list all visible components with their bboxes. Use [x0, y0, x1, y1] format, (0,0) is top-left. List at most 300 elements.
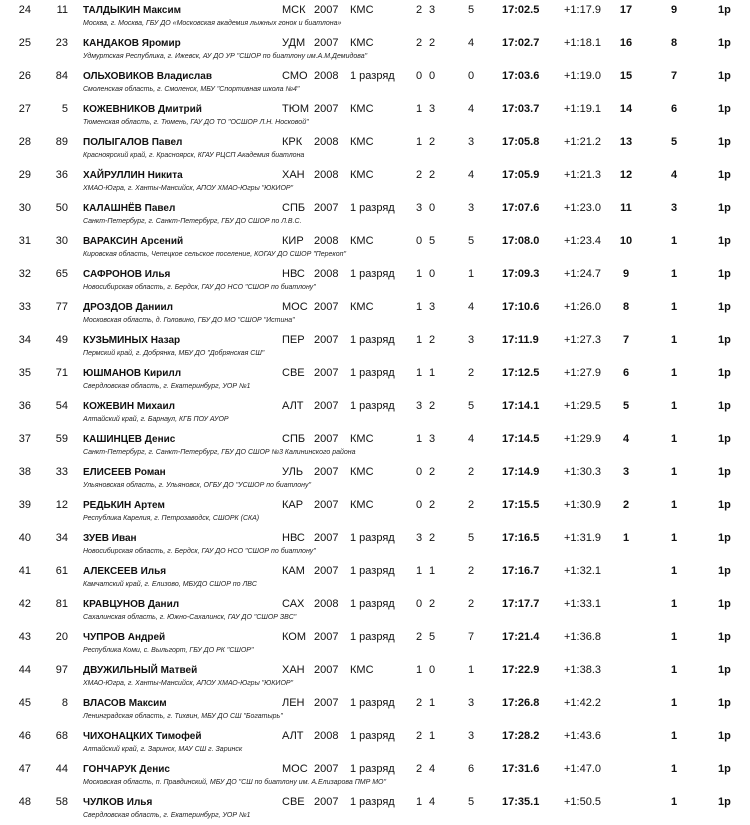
shooting-stage-2: 3 [429, 433, 436, 445]
shooting-stage-1: 3 [416, 400, 423, 412]
shooting-stage-2: 1 [429, 730, 436, 742]
shooting-stage-1: 1 [416, 136, 423, 148]
qualification: 1р [718, 697, 731, 709]
sport-rank: КМС [350, 664, 374, 676]
region-code: САХ [282, 598, 305, 610]
points-2: 1 [670, 565, 678, 577]
region-code: ЛЕН [282, 697, 305, 709]
club-info: Новосибирская область, г. Бердск, ГАУ ДО НСО "СШОР по биатлону" [83, 284, 316, 291]
sport-rank: 1 разряд [350, 565, 395, 577]
qualification: 1р [718, 433, 731, 445]
region-code: МСК [282, 4, 306, 16]
qualification: 1р [718, 70, 731, 82]
sport-rank: КМС [350, 466, 374, 478]
qualification: 1р [718, 268, 731, 280]
penalty-total: 5 [467, 4, 475, 16]
sport-rank: КМС [350, 235, 374, 247]
sport-rank: КМС [350, 169, 374, 181]
bib-number: 36 [55, 169, 68, 181]
athlete-name: КАЛАШНЁВ Павел [83, 203, 176, 214]
athlete-name: ЧУЛКОВ Илья [83, 797, 153, 808]
birth-year: 2007 [314, 433, 339, 445]
birth-year: 2007 [314, 763, 339, 775]
shooting-stage-2: 2 [429, 532, 436, 544]
finish-time: 17:28.2 [502, 730, 540, 742]
time-gap: +1:23.0 [564, 202, 602, 214]
bib-number: 59 [55, 433, 68, 445]
club-info: Сахалинская область, г. Южно-Сахалинск, ГАУ ДО "СШОР ЗВС" [83, 614, 297, 621]
place: 47 [18, 763, 31, 775]
qualification: 1р [718, 334, 731, 346]
club-info: Московская область, д. Головино, ГБУ ДО МО "СШОР "Истина" [83, 317, 295, 324]
shooting-stage-1: 1 [416, 334, 423, 346]
shooting-stage-2: 5 [429, 235, 436, 247]
points-2: 3 [670, 202, 678, 214]
club-info: Алтайский край, г. Заринск, МАУ СШ г. Заринск [83, 746, 243, 753]
shooting-stage-2: 0 [429, 70, 436, 82]
region-code: СМО [282, 70, 308, 82]
points-2: 1 [670, 301, 678, 313]
bib-number: 84 [55, 70, 68, 82]
points-2: 4 [670, 169, 678, 181]
bib-number: 11 [56, 4, 68, 16]
result-row [0, 726, 750, 759]
place: 37 [18, 433, 31, 445]
finish-time: 17:17.7 [502, 598, 540, 610]
region-code: СПБ [282, 433, 306, 445]
points: 4 [622, 433, 630, 445]
region-code: СВЕ [282, 367, 305, 379]
shooting-stage-2: 5 [429, 631, 436, 643]
club-info: Удмуртская Республика, г. Ижевск, АУ ДО УР "СШОР по биатлону им.А.М.Демидова" [83, 53, 368, 60]
birth-year: 2008 [314, 70, 339, 82]
points-2: 1 [670, 268, 678, 280]
shooting-stage-1: 0 [416, 598, 423, 610]
qualification: 1р [718, 664, 731, 676]
athlete-name: КОЖЕВИН Михаил [83, 401, 175, 412]
club-info: Красноярский край, г. Красноярск, КГАУ РЦСП Академия биатлона [83, 152, 305, 159]
penalty-total: 2 [467, 499, 475, 511]
athlete-name: КАШИНЦЕВ Денис [83, 434, 176, 445]
time-gap: +1:27.3 [564, 334, 602, 346]
sport-rank: 1 разряд [350, 334, 395, 346]
points-2: 1 [670, 235, 678, 247]
points: 6 [622, 367, 630, 379]
region-code: НВС [282, 268, 305, 280]
finish-time: 17:16.7 [502, 565, 540, 577]
time-gap: +1:17.9 [564, 4, 602, 16]
penalty-total: 6 [467, 763, 475, 775]
shooting-stage-1: 1 [416, 565, 423, 577]
qualification: 1р [718, 37, 731, 49]
bib-number: 77 [55, 301, 68, 313]
club-info: Алтайский край, г. Барнаул, КГБ ПОУ АУОР [83, 416, 229, 423]
finish-time: 17:14.1 [502, 400, 540, 412]
points-2: 1 [670, 532, 678, 544]
time-gap: +1:32.1 [564, 565, 602, 577]
athlete-name: ХАЙРУЛЛИН Никита [83, 170, 183, 181]
penalty-total: 4 [467, 37, 475, 49]
place: 30 [18, 202, 31, 214]
sport-rank: 1 разряд [350, 70, 395, 82]
club-info: Ульяновская область, г. Ульяновск, ОГБУ ДО "УСШОР по биатлону" [83, 482, 311, 489]
result-row [0, 33, 750, 66]
qualification: 1р [718, 565, 731, 577]
sport-rank: 1 разряд [350, 598, 395, 610]
points: 14 [619, 103, 633, 115]
points: 1 [622, 532, 630, 544]
points: 7 [622, 334, 630, 346]
athlete-name: ПОЛЫГАЛОВ Павел [83, 137, 183, 148]
points-2: 1 [670, 598, 678, 610]
points-2: 1 [670, 763, 678, 775]
athlete-name: ДВУЖИЛЬНЫЙ Матвей [83, 665, 198, 676]
qualification: 1р [718, 235, 731, 247]
finish-time: 17:15.5 [502, 499, 540, 511]
shooting-stage-2: 2 [429, 466, 436, 478]
finish-time: 17:05.9 [502, 169, 540, 181]
qualification: 1р [718, 796, 731, 808]
qualification: 1р [718, 136, 731, 148]
place: 24 [18, 4, 31, 16]
qualification: 1р [718, 499, 731, 511]
points-2: 1 [670, 400, 678, 412]
sport-rank: КМС [350, 37, 374, 49]
time-gap: +1:42.2 [564, 697, 602, 709]
result-row [0, 561, 750, 594]
points: 15 [619, 70, 633, 82]
result-row [0, 198, 750, 231]
shooting-stage-1: 3 [416, 202, 423, 214]
finish-time: 17:07.6 [502, 202, 540, 214]
sport-rank: КМС [350, 103, 374, 115]
birth-year: 2007 [314, 796, 339, 808]
points: 13 [619, 136, 633, 148]
shooting-stage-1: 1 [416, 367, 423, 379]
time-gap: +1:29.5 [564, 400, 602, 412]
birth-year: 2008 [314, 169, 339, 181]
finish-time: 17:09.3 [502, 268, 540, 280]
club-info: Санкт-Петербург, г. Санкт-Петербург, ГБУ ДО СШОР №3 Калининского района [83, 449, 356, 456]
points: 2 [622, 499, 630, 511]
shooting-stage-2: 3 [429, 4, 436, 16]
sport-rank: 1 разряд [350, 400, 395, 412]
birth-year: 2007 [314, 301, 339, 313]
club-info: Смоленская область, г. Смоленск, МБУ "Спортивная школа №4" [83, 86, 300, 93]
region-code: УДМ [282, 37, 306, 49]
shooting-stage-1: 1 [416, 301, 423, 313]
points: 17 [619, 4, 633, 16]
place: 33 [18, 301, 31, 313]
shooting-stage-1: 1 [416, 664, 423, 676]
athlete-name: ТАЛДЫКИН Максим [83, 5, 182, 16]
finish-time: 17:08.0 [502, 235, 540, 247]
result-row [0, 462, 750, 495]
place: 31 [18, 235, 31, 247]
shooting-stage-2: 4 [429, 763, 436, 775]
qualification: 1р [718, 103, 731, 115]
place: 34 [18, 334, 31, 346]
finish-time: 17:11.9 [502, 334, 539, 346]
birth-year: 2008 [314, 136, 339, 148]
time-gap: +1:26.0 [564, 301, 602, 313]
result-row [0, 792, 750, 825]
shooting-stage-2: 2 [429, 598, 436, 610]
shooting-stage-2: 2 [429, 499, 436, 511]
finish-time: 17:31.6 [502, 763, 540, 775]
time-gap: +1:30.3 [564, 466, 602, 478]
birth-year: 2007 [314, 367, 339, 379]
club-info: Свердловская область, г. Екатеринбург, УОР №1 [83, 383, 251, 390]
athlete-name: ОЛЬХОВИКОВ Владислав [83, 71, 212, 82]
time-gap: +1:21.3 [564, 169, 602, 181]
shooting-stage-2: 1 [429, 367, 436, 379]
shooting-stage-2: 1 [429, 697, 436, 709]
penalty-total: 4 [467, 169, 475, 181]
finish-time: 17:10.6 [502, 301, 540, 313]
region-code: ХАН [282, 664, 305, 676]
sport-rank: 1 разряд [350, 367, 395, 379]
finish-time: 17:12.5 [502, 367, 540, 379]
birth-year: 2007 [314, 697, 339, 709]
points-2: 1 [670, 334, 678, 346]
birth-year: 2007 [314, 466, 339, 478]
shooting-stage-2: 2 [429, 400, 436, 412]
shooting-stage-1: 3 [416, 532, 423, 544]
place: 36 [18, 400, 31, 412]
shooting-stage-1: 1 [416, 796, 423, 808]
penalty-total: 1 [467, 268, 475, 280]
result-row [0, 759, 750, 792]
shooting-stage-2: 0 [429, 202, 436, 214]
athlete-name: ЧИХОНАЦКИХ Тимофей [83, 731, 202, 742]
shooting-stage-1: 0 [416, 499, 423, 511]
time-gap: +1:19.1 [564, 103, 602, 115]
place: 25 [18, 37, 31, 49]
points-2: 1 [670, 796, 678, 808]
place: 39 [18, 499, 31, 511]
birth-year: 2007 [314, 631, 339, 643]
bib-number: 71 [55, 367, 68, 379]
points: 9 [622, 268, 630, 280]
shooting-stage-2: 0 [429, 268, 436, 280]
athlete-name: КРАВЦУНОВ Данил [83, 599, 180, 610]
shooting-stage-1: 1 [416, 103, 423, 115]
region-code: МОС [282, 763, 308, 775]
qualification: 1р [718, 532, 731, 544]
sport-rank: КМС [350, 499, 374, 511]
place: 35 [18, 367, 31, 379]
sport-rank: 1 разряд [350, 532, 395, 544]
sport-rank: 1 разряд [350, 631, 395, 643]
finish-time: 17:02.7 [502, 37, 540, 49]
athlete-name: ЗУЕВ Иван [83, 533, 137, 544]
place: 28 [18, 136, 31, 148]
penalty-total: 4 [467, 301, 475, 313]
sport-rank: 1 разряд [350, 763, 395, 775]
place: 42 [18, 598, 31, 610]
club-info: Республика Карелия, г. Петрозаводск, СШОРК (СКА) [83, 515, 260, 522]
points: 8 [622, 301, 630, 313]
region-code: КАР [282, 499, 304, 511]
club-info: Кировская область, Чепецкое сельское поселение, КОГАУ ДО СШОР "Перекоп" [83, 251, 346, 258]
finish-time: 17:21.4 [502, 631, 540, 643]
place: 48 [18, 796, 31, 808]
region-code: СВЕ [282, 796, 305, 808]
sport-rank: 1 разряд [350, 796, 395, 808]
region-code: АЛТ [282, 730, 304, 742]
shooting-stage-1: 0 [416, 70, 423, 82]
sport-rank: КМС [350, 433, 374, 445]
time-gap: +1:31.9 [564, 532, 602, 544]
birth-year: 2008 [314, 268, 339, 280]
sport-rank: 1 разряд [350, 202, 395, 214]
birth-year: 2007 [314, 103, 339, 115]
qualification: 1р [718, 169, 731, 181]
bib-number: 5 [61, 103, 68, 115]
points-2: 1 [670, 664, 678, 676]
qualification: 1р [718, 631, 731, 643]
birth-year: 2007 [314, 400, 339, 412]
penalty-total: 5 [467, 235, 475, 247]
region-code: НВС [282, 532, 305, 544]
athlete-name: ЮШМАНОВ Кирилл [83, 368, 182, 379]
club-info: ХМАО-Югра, г. Ханты-Мансийск, АПОУ ХМАО-Югры "ЮКИОР" [83, 185, 294, 192]
shooting-stage-2: 2 [429, 136, 436, 148]
region-code: КОМ [282, 631, 307, 643]
time-gap: +1:19.0 [564, 70, 602, 82]
club-info: Камчатский край, г. Елизово, МБУДО СШОР по ЛВС [83, 581, 257, 588]
time-gap: +1:29.9 [564, 433, 602, 445]
qualification: 1р [718, 466, 731, 478]
birth-year: 2007 [314, 532, 339, 544]
time-gap: +1:30.9 [564, 499, 602, 511]
shooting-stage-2: 3 [429, 301, 436, 313]
time-gap: +1:43.6 [564, 730, 602, 742]
penalty-total: 3 [467, 202, 475, 214]
club-info: Новосибирская область, г. Бердск, ГАУ ДО НСО "СШОР по биатлону" [83, 548, 316, 555]
bib-number: 30 [55, 235, 68, 247]
athlete-name: САФРОНОВ Илья [83, 269, 171, 280]
result-row [0, 627, 750, 660]
penalty-total: 3 [467, 334, 475, 346]
penalty-total: 4 [467, 433, 475, 445]
penalty-total: 2 [467, 367, 475, 379]
region-code: АЛТ [282, 400, 304, 412]
shooting-stage-1: 2 [416, 763, 423, 775]
points: 3 [622, 466, 630, 478]
finish-time: 17:16.5 [502, 532, 540, 544]
club-info: Тюменская область, г. Тюмень, ГАУ ДО ТО "ОСШОР Л.Н. Носковой" [83, 119, 309, 126]
bib-number: 33 [55, 466, 68, 478]
shooting-stage-2: 0 [429, 664, 436, 676]
shooting-stage-1: 2 [416, 631, 423, 643]
result-row [0, 363, 750, 396]
result-row [0, 528, 750, 561]
finish-time: 17:26.8 [502, 697, 540, 709]
time-gap: +1:23.4 [564, 235, 602, 247]
region-code: ПЕР [282, 334, 305, 346]
sport-rank: КМС [350, 301, 374, 313]
penalty-total: 5 [467, 796, 475, 808]
club-info: Свердловская область, г. Екатеринбург, УОР №1 [83, 812, 251, 819]
penalty-total: 5 [467, 400, 475, 412]
bib-number: 20 [55, 631, 68, 643]
time-gap: +1:38.3 [564, 664, 602, 676]
sport-rank: КМС [350, 4, 374, 16]
shooting-stage-2: 2 [429, 334, 436, 346]
club-info: Московская область, п. Правдинский, МБУ ДО "СШ по биатлону им. А.Елизарова ПМР МО" [83, 779, 386, 786]
penalty-total: 4 [467, 103, 475, 115]
result-row [0, 231, 750, 264]
points-2: 1 [670, 730, 678, 742]
points-2: 1 [670, 433, 678, 445]
bib-number: 68 [55, 730, 68, 742]
penalty-total: 2 [467, 565, 475, 577]
shooting-stage-1: 0 [416, 235, 423, 247]
place: 44 [18, 664, 31, 676]
birth-year: 2007 [314, 565, 339, 577]
qualification: 1р [718, 202, 731, 214]
result-row [0, 0, 750, 33]
shooting-stage-1: 0 [416, 466, 423, 478]
bib-number: 89 [55, 136, 68, 148]
club-info: Республика Коми, с. Выльгорт, ГБУ ДО РК "СШОР" [83, 647, 254, 654]
sport-rank: 1 разряд [350, 697, 395, 709]
points-2: 9 [670, 4, 678, 16]
place: 45 [18, 697, 31, 709]
time-gap: +1:27.9 [564, 367, 602, 379]
result-row [0, 693, 750, 726]
points: 10 [619, 235, 633, 247]
points: 5 [622, 400, 630, 412]
place: 43 [18, 631, 31, 643]
shooting-stage-1: 2 [416, 37, 423, 49]
time-gap: +1:50.5 [564, 796, 602, 808]
finish-time: 17:14.9 [502, 466, 540, 478]
result-row [0, 132, 750, 165]
club-info: ХМАО-Югра, г. Ханты-Мансийск, АПОУ ХМАО-Югры "ЮКИОР" [83, 680, 294, 687]
sport-rank: 1 разряд [350, 730, 395, 742]
bib-number: 97 [55, 664, 68, 676]
place: 40 [18, 532, 31, 544]
birth-year: 2007 [314, 664, 339, 676]
region-code: УЛЬ [282, 466, 304, 478]
place: 26 [18, 70, 31, 82]
region-code: ТЮМ [282, 103, 309, 115]
penalty-total: 3 [467, 730, 475, 742]
penalty-total: 2 [467, 466, 475, 478]
shooting-stage-2: 4 [429, 796, 436, 808]
finish-time: 17:14.5 [502, 433, 540, 445]
bib-number: 81 [55, 598, 68, 610]
athlete-name: ЧУПРОВ Андрей [83, 632, 166, 643]
sport-rank: 1 разряд [350, 268, 395, 280]
athlete-name: ДРОЗДОВ Даниил [83, 302, 173, 313]
finish-time: 17:35.1 [502, 796, 540, 808]
qualification: 1р [718, 4, 731, 16]
athlete-name: ВАРАКСИН Арсений [83, 236, 184, 247]
birth-year: 2008 [314, 235, 339, 247]
qualification: 1р [718, 400, 731, 412]
place: 46 [18, 730, 31, 742]
bib-number: 23 [55, 37, 68, 49]
points: 11 [620, 202, 632, 214]
qualification: 1р [718, 367, 731, 379]
result-row [0, 429, 750, 462]
points-2: 1 [670, 367, 678, 379]
points-2: 1 [670, 499, 678, 511]
